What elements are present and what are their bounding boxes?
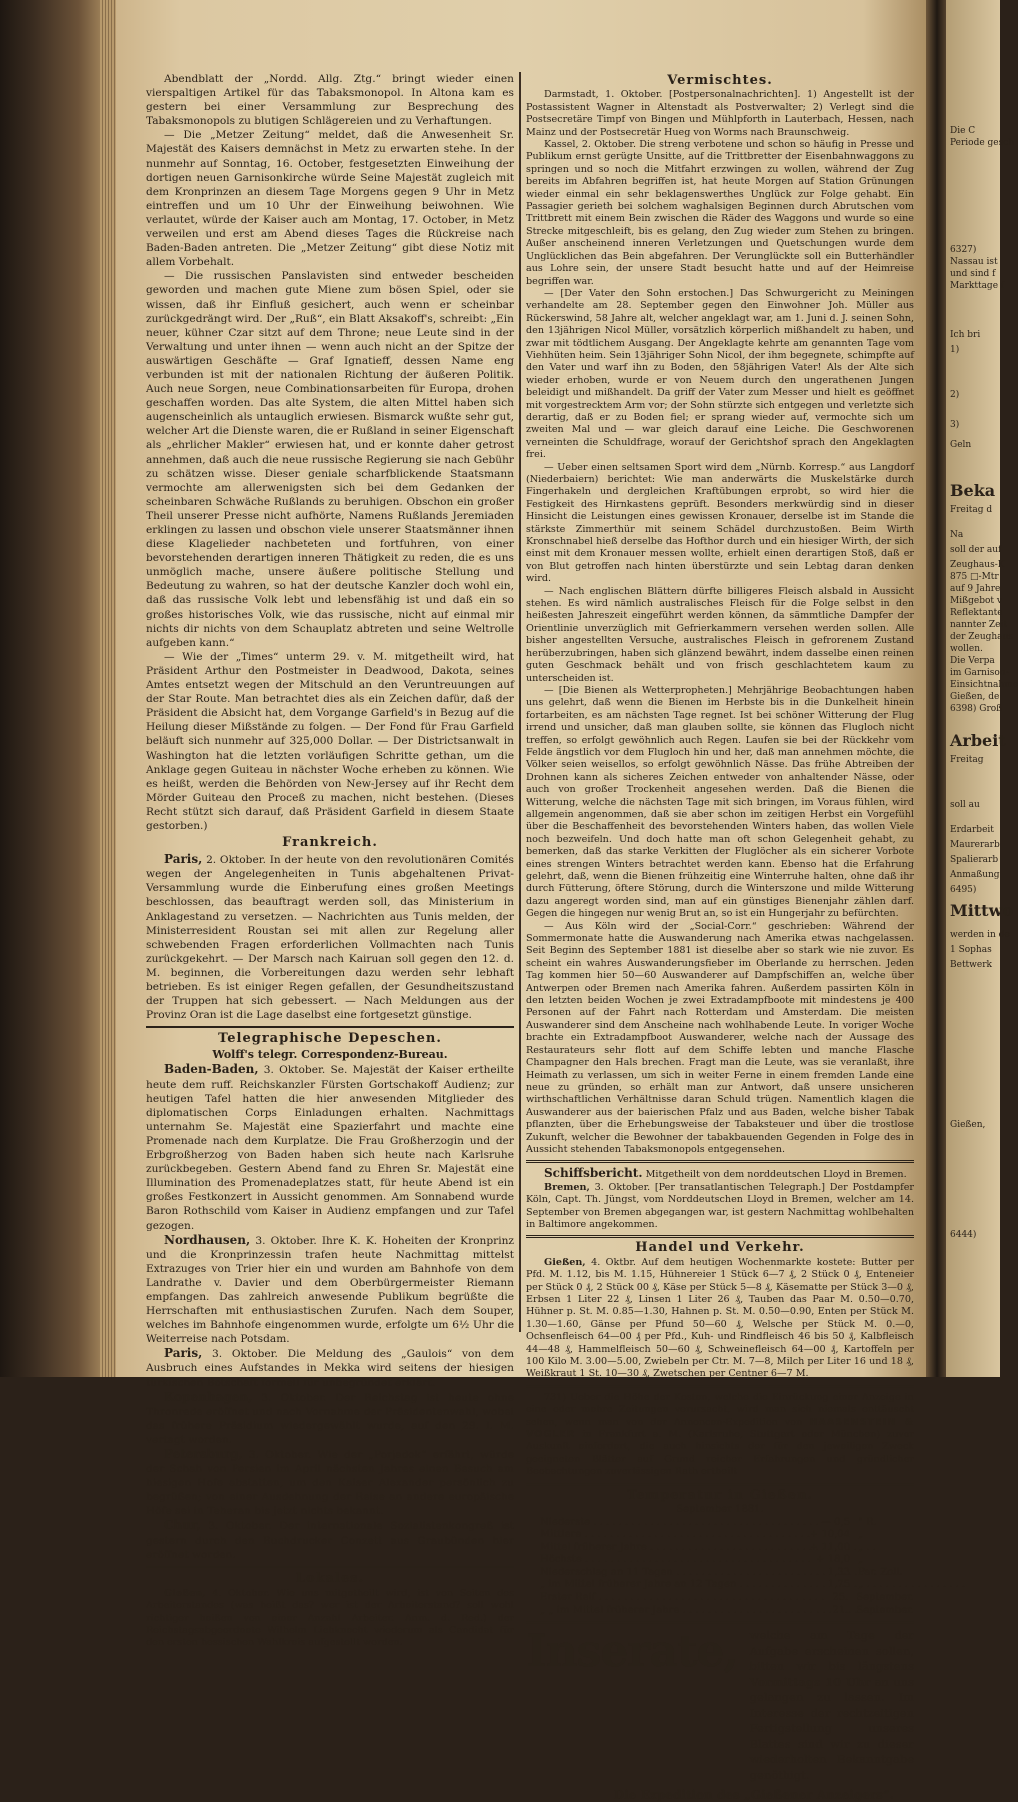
temperature-table (540, 1517, 914, 1618)
telegram-place: Kopenhagen, (164, 1389, 253, 1404)
temperature-value: 21. (832, 1604, 849, 1616)
next-page-fragment: Freitag d (950, 505, 993, 515)
telegram-text: 3. Oktober. Wie der „Porjadok“ erfährt, würde der Schah von Persien im April nächsten Jahres einen Besuch am hiesigen Hofe abstatten, um den Kaiser Alexander persönlich zu begrüßen; von einer Ausdehnung der Reise an andere europäische Höfe sei in Teheran bis jetzt nichts bekannt. (146, 1449, 515, 1518)
misc-paragraph: Kassel, 2. Oktober. Die streng verbotene und schon so häufig in Presse und Publikum ernst gerügte Unsitte, auf die Trittbretter der Eisenbahnwaggons zu springen und so noch die Mitfahrt erzwingen zu wollen, während der Zug bereits im Abfahren begriffen ist, hat heute Morgen auf Station Grünungen wieder einmal ein sehr beklagenswerthes Unglück zur Folge gehabt. Ein Passagier gerieth bei solchem waghalsigen Beginnen durch Abrutschen vom Trittbrett mit einem Bein zwischen die Räder des Waggons und wurde so eine Strecke mitgeschleift, bis es gelang, den Zug wieder zum Stehen zu bringen. Außer anscheinend inneren Verletzungen und Quetschungen wurde dem Unglücklichen das Bein abgefahren. Der Verunglückte soll ein Butterhändler aus Lohre sein, der unsere Stadt besucht hatte und auf der Heimreise begriffen war. (526, 139, 914, 287)
ship-report: Schiffsbericht. Mitgetheilt von dem norddeutschen Lloyd in Bremen. (544, 1166, 907, 1181)
temperature-unit: „ (858, 1554, 864, 1566)
telegram-item (146, 1447, 514, 1518)
next-page-fragment: 2) (950, 390, 960, 400)
telegram-place: Chur, (164, 1518, 201, 1533)
telegram-item (146, 1062, 514, 1232)
temperature-row (540, 1605, 914, 1618)
temperature-value: + 10,04 (809, 1529, 850, 1541)
next-page-fragment: nannter Zeit (950, 620, 1007, 630)
telegram-item (146, 1233, 514, 1347)
left-column (146, 72, 514, 1650)
temperature-row (540, 1517, 914, 1530)
temperature-label: Höchste . . . (540, 1554, 795, 1567)
telegram-place: Baden-Baden, (164, 1062, 259, 1077)
next-page-fragment: 6495) (950, 885, 977, 895)
next-page-fragment: Arbeit (950, 731, 1006, 750)
next-page-fragment: Mittwo (950, 901, 1014, 920)
next-page-fragment: Periode gesch (950, 138, 1015, 148)
temperature-row (540, 1579, 914, 1592)
article-paris: Paris, 2. Oktober. In der heute von den revolutionären Comités wegen der Angelegenheiten in Tunis abgehaltenen Privat-Versammlung wurde die Einberufung eines großen Meetings beschlossen, das beauftragt werden soll, das Ministerium in Anklagestand zu versetzen. — Nachrichten aus Tunis melden, der Ministerresident Roustan sei mit allen zur Regelung aller schwebenden Fragen erforderlichen Vollmachten nach Tunis zurückgekehrt. — Der Marsch nach Kairuan soll gegen den 12. d. M. beginnen, die Vorbereitungen dazu werden sehr lebhaft betrieben. Es ist einiger Regen gefallen, der Gesundheitszustand der Truppen hat sich gebessert. — Nach Meldungen aus der Provinz Oran ist die Lage daselbst eine fortgesetzt günstige. (146, 852, 514, 1022)
column-divider (519, 72, 521, 1332)
telegrams-subheading: Wolff's telegr. Correspondenz-Bureau. (212, 1048, 448, 1062)
trade-heading: Handel und Verkehr. (635, 1240, 805, 1256)
next-page-fragment: Die C (950, 126, 976, 136)
telegram-place: Petersburg, (164, 1447, 243, 1461)
misc-heading: Vermischtes. (667, 73, 773, 88)
temperature-unit: „ (858, 1579, 864, 1591)
temperature-label: „ „ im Mittel früherer Jahre . . . (540, 1605, 795, 1618)
temperature-row (540, 1592, 914, 1605)
temperature-unit: September. (856, 1592, 914, 1604)
temperature-row (540, 1554, 914, 1567)
telegram-item (146, 1518, 514, 1561)
misc-paragraph: — [Der Vater den Sohn erstochen.] Das Schwurgericht zu Meiningen verhandelte am 28. September gegen den Einwohner Joh. Müller aus Rückerswind, 58 Jahre alt, welcher angeklagt war, am 1. Juni d. J. seinen Sohn, den 13jährigen Nicol Müller, vorsätzlich körperlich mißhandelt zu haben, und zwar mit tödtlichem Ausgang. Der Angeklagte kehrte am genannten Tage vom Viehhüten heim. Sein 13jähriger Sohn Nicol, der ihm begegnete, schimpfte auf den Vater und warf ihn zu Boden, den 58jährigen Vater! Als der Alte sich wieder erhoben, wurde er von Neuem durch den ungerathenen Jungen beleidigt und mißhandelt. Da griff der Vater zum Messer und hielt es geöffnet mit vorgestrecktem Arm vor; der Sohn stürzte sich entgegen und verletzte sich derartig, daß er zu Boden fiel; er sprang wieder auf, vermochte sich um zweiten Mal und — war gleich darauf eine Leiche. Die Geschworenen verneinten die Schuldfrage, worauf der Gerichtshof sprach den Angeklagten frei. (526, 287, 914, 461)
next-page-fragment: Reflektante (950, 608, 1003, 618)
telegram-text: 3. Oktober. Der Reichstag ist heute ohne Thronrede eröffnet und nach Vornahme der Präsidentenwahl, wobei das frühere Präsidium wiedergewählt wurde, auf den 29. l. M. vertagt worden. (146, 1391, 514, 1446)
next-page-fragment: Zeughaus-K (950, 560, 1005, 570)
book-gutter (926, 0, 948, 1377)
market-prices: Gießen, 4. Oktbr. Auf dem heutigen Wochenmarkte kostete: Butter per Pfd. M. 1.12, bis M. 1.15, Hühnereier 1 Stück 6—7 ₰, 2 Stück 0 ₰, Enteneier per Stück 0 ₰, 2 Stück 00 ₰, Käse per Stück 5—8 ₰, Käsematte per Stück 3—0 ₰, Erbsen 1 Liter 22 ₰, Linsen 1 Liter 26 ₰, Tauben das Paar M. 0.50—0.70, Hühner p. St. M. 0.85—1.30, Hahnen p. St. M. 0.50—0.90, Enten per Stück M. 1.30—1.60, Gänse per Pfund 50—60 ₰, Welsche per Stück M. 0.—0, Ochsenfleisch 64—00 ₰ per Pfd., Kuh- und Rindfleisch 46 bis 50 ₰, Kalbfleisch 44—48 ₰, Hammelfleisch 50—60 ₰, Schweinefleisch 64—00 ₰, Kartoffeln per 100 Kilo M. 3.00—5.00, Zwiebeln per Ctr. M. 7—8, Milch per Liter 16 und 18 ₰, Weißkraut 1 St. 10—30 ₰, Zwetschen per Centner 6—7 M. (526, 1256, 914, 1380)
next-page-fragment: wollen. (950, 644, 983, 654)
article-paragraph: — Wie der „Times“ unterm 29. v. M. mitgetheilt wird, hat Präsident Arthur den Postmeister in Deadwood, Dakota, seines Amtes entsetzt wegen der Mitschuld an den Veruntreuungen auf der Star Route. Man betrachtet dies als ein Zeichen dafür, daß der Präsident die Absicht hat, dem Vorgange Garfield's in Bezug auf die Heilung dieser Mißstände zu folgen. — Der Fond für Frau Garfield beläuft sich nunmehr auf 325,000 Dollar. — Der Districtsanwalt in Washington hat die letzten vorläufigen Schritte gethan, um die Anklage gegen Guiteau in nächster Woche erheben zu können. Wie es heißt, werden die Behörden von New-Jersey auf ihr Recht dem Mörder Guiteau den Proceß zu machen, nicht bestehen. (Dieses Recht stützt sich darauf, daß Präsident Garfield in diesem Staate gestorben.) (146, 650, 514, 832)
next-page-fragment: soll der auf (950, 545, 1002, 555)
temperature-unit: September. (856, 1604, 914, 1616)
next-page-fragment: werden in de (950, 930, 1010, 940)
next-page-fragment: Geln (950, 440, 972, 450)
temperature-unit: „ (858, 1541, 864, 1553)
next-page-fragment: Bettwerk (950, 960, 992, 970)
france-heading: Frankreich. (282, 835, 378, 851)
temperature-unit: „ (858, 1529, 864, 1541)
temperature-value: — 0,5 (820, 1516, 850, 1528)
next-page-fragment: 1 Sophas (950, 945, 992, 955)
temperature-value: + 11,00 (809, 1541, 850, 1553)
temperature-row (540, 1542, 914, 1555)
telegram-text: 3. Oktober. Die Meldung des „Gaulois“ von dem Ausbruch eines Aufstandes in Mekka wird seitens der hiesigen türkischen Botschaft formell für unbegründet erklärt. (146, 1348, 514, 1389)
next-page-fragment: Gießen, (950, 1120, 986, 1130)
next-page-fragment: Einsichtnahme (950, 680, 1018, 690)
next-page-fragment: Freitag (950, 755, 984, 765)
misc-paragraph: — Ueber einen seltsamen Sport wird dem „Nürnb. Korresp.“ aus Langdorf (Niederbaiern) berichtet: Wie man anderwärts die Muskelstärke durch Fingerhakeln und dergleichen Kraftübungen erprobt, so wird hier die Festigkeit des Hirnkastens geprüft. Besonders merkwürdig sind in dieser Hinsicht die Leistungen eines gewissen Kronauer, derselbe ist im Stande die stärkste Zimmerthür mit seinem Schädel durchzustoßen. Beim Wirth Kronschnabel hieß derselbe das Hofthor durch und ein hiesiger Wirth, der sich einst mit dem Kronauer messen wollte, erhielt einen derartigen Stoß, daß er von Blut getroffen nach hinten überstürzte und sein Lebtag daran denken wird. (526, 461, 914, 585)
next-page-fragment: Gießen, de (950, 692, 1000, 702)
next-page-fragment: und sind f (950, 269, 996, 279)
book-spine (0, 0, 112, 1377)
next-page-fragment: 6398) Groß (950, 704, 1003, 714)
temperature-unit: Par. Zoll. (858, 1566, 903, 1578)
misc-paragraph: — Aus Köln wird der „Social-Corr.“ geschrieben: Während der Sommermonate hatte die Auswanderung nach Amerika etwas nachgelassen. Seit Beginn des September 1881 ist dieselbe aber so stark wie nie zuvor. Es scheint ein wahres Auswanderungsfieber im Oberlande zu herrschen. Jeden Tag kommen hier 50—60 Auswanderer auf Dampfschiffen an, welche über Antwerpen oder Bremen nach Amerika fahren. Außerdem passirten Köln in den letzten beiden Wochen je zwei Extradampfboote mit mindestens je 400 Personen auf der Fahrt nach Rotterdam und Amsterdam. Die meisten Auswanderer sind dem Anscheine nach wohlhabende Leute. In voriger Woche brachte ein Extradampfboot Auswanderer, welche nach der Aussage des Restaurateurs sehr flott auf dem Schiffe lebten und manche Flasche Champagner den Hals brechen. Fragt man die Leute, was sie veranlaßt, ihre Heimath zu verlassen, um sich in weiter Ferne in einem fremden Lande eine neue zu gründen, so erhält man zur Antwort, daß unsere unsicheren wirthschaftlichen Verhältnisse daran Schuld trügen. Namentlich klagen die Auswanderer aus der baierischen Pfalz und aus Baden, welche bisher Tabak pflanzten, über die Erhebungsweise der Tabaksteuer und über die trostlose Zukunft, welcher die Bewohner der tabakbauenden Gegenden in Folge des in Aussicht stehenden Tabaksmonopols entgegensehen. (526, 920, 914, 1155)
temperature-value: 25. (832, 1592, 849, 1604)
telegram-place: Nordhausen, (164, 1232, 251, 1247)
next-page-fragment: Mißgebot v (950, 596, 1002, 606)
inserate-notice: Inserate, welche am Tage der Aufgabe erscheinen sollen, bitten wir bis längstens Vormittags 10 Uhr an uns gelangen zu lassen. Im Interesse der rechtzeitigen Fertigstellung unseres Blattes sind wir zu dieser wiederholten Bekanntgabe genöthigt. Die Expedition des „Gießener Anzeigers“. (526, 1626, 914, 1802)
advert-haasenstein: 731) Ueber die Höhe der Kosten, welche die Einrückung einer Anzeige in eine oder mehre Zeitungen verursacht, wird man sich niemals enttäuscht sehen, wenn man von der Annoncen-Expedition von HAASENSTEIN & VOGLER in Frankfurt a. M. (Karlsruhe, Stuttgart oder München) zuvor Auskunft einfordert, die auch hinsichts der für den jeweiligen Zweck geeigneten Blätter auf Grund reicher Erfahrungen und gründlicher Beobachtungen zuverlässigen Rath ertheilt (526, 1391, 914, 1478)
next-page-fragment: 1) (950, 345, 960, 355)
telegram-item (146, 1346, 514, 1389)
misc-paragraph: Darmstadt, 1. Oktober. [Postpersonalnachrichten]. 1) Angestellt ist der Postassistent Wagner in Altenstadt als Postverwalter; 2) Verlegt sind die Postsecretäre Timpf von Bingen und Mühlpforth in Lauterbach, Hessen, nach Mainz und der Postsecretär Hueg von Worms nach Braunschweig. (526, 89, 914, 138)
next-page-fragment: auf 9 Jahre (950, 584, 1001, 594)
next-page-fragment: Ich bri (950, 330, 981, 340)
inserate-title: Inserate, (526, 1626, 738, 1678)
next-page-fragment: Spalierarb (950, 855, 999, 865)
temperature-value: + 18,0 (816, 1554, 850, 1566)
next-page-fragment: im Garnison- (950, 668, 1009, 678)
next-page-fragment: Maurerarb (950, 840, 1000, 850)
right-column (526, 72, 914, 1802)
telegram-item (146, 1390, 514, 1447)
next-page-fragment: 3) (950, 420, 960, 430)
local-heading: Lokales. (295, 1570, 365, 1586)
article-giessen-local: Gießen, 4. Oktober. Wie uns mitgetheilt wird, ist von Seiten des Arbeiterstandes (was heißt das? wer ist der Arbeiterstand? soll wohl richtiger heißen von einer Anzahl Arbeiter. Anm. d. Red.) der Reichstagsabgeordnete Wilhelm Liebknecht wiederum als Candidat für den ersten hessischen Wahlkreis aufgestellt worden. (146, 1587, 514, 1649)
next-page-fragment: Nassau ist (950, 257, 998, 267)
temperature-unit: ° R. (858, 1516, 877, 1528)
temperature-row (540, 1529, 914, 1542)
next-page-fragment: Erdarbeit (950, 825, 994, 835)
temperature-value: 1,33 (827, 1566, 850, 1578)
telegram-text: 3. Oktober. Se. Majestät der Kaiser ertheilte heute dem ruff. Reichskanzler Fürsten Gortschakoff Audienz; zur heutigen Tafel hatten die hier anwesenden Mitglieder des diplomatischen Corps Einladungen erhalten. Nachmittags unternahm Se. Majestät eine Spazierfahrt und machte eine Promenade nach dem Kurplatze. Die Frau Großherzogin und der Erbgroßherzog von Baden haben sich heute nach Karlsruhe zurückbegeben. Gestern Abend fand zu Ehren Sr. Majestät eine Illumination des Promenadeplatzes statt, für heute Abend ist ein großes Festkonzert in Aussicht genommen. Am Sonnabend wurde Baron Rothschild vom Kaiser in Audienz empfangen und zur Tafel gezogen. (146, 1064, 514, 1232)
next-page-fragment: 6327) (950, 245, 977, 255)
temperature-label: Erster Reif . . . (540, 1592, 795, 1605)
next-page-fragment: Na (950, 530, 964, 540)
temperature-value: 1,75 (827, 1579, 850, 1591)
next-page-fragment: 875 □-Mtr (950, 572, 999, 582)
next-page-fragment: der Zeughaus (950, 632, 1013, 642)
temperature-label: „ im Mittel früherer Jahre an 12 Tagen . . . (540, 1579, 795, 1592)
temperature-subheading: September 1881. (676, 1504, 764, 1516)
next-page-fragment: Anmaßung (950, 870, 1000, 880)
telegram-text: 3. Oktober. Ihre K. K. Hoheiten der Kronprinz und die Kronprinzessin trafen heute Nachmittag mittelst Extrazuges von Trier hier ein und wurden am Bahnhofe von dem Landrathe v. Davier und dem Oberbürgermeister Riemann empfangen. Das zahlreich anwesende Publikum begrüßte die Herrschaften mit enthusiastischen Zurufen. Nach dem Souper, welches im Bahnhofe eingenommen wurde, erfolgte um 6½ Uhr die Weiterreise nach Potsdam. (146, 1234, 514, 1346)
article-paragraph: Abendblatt der „Nordd. Allg. Ztg.“ bringt wieder einen vierspaltigen Artikel für das Tabaksmonopol. In Altona kam es gestern bei einer Versammlung zur Besprechung des Tabaksmonopols zu blutigen Schlägereien und zu Verhaftungen. (146, 73, 514, 128)
temperature-row (540, 1567, 914, 1580)
telegram-place: Paris, (164, 1346, 203, 1361)
next-page-fragment: Die Verpa (950, 656, 995, 666)
next-page-fragment: Markttage f (950, 281, 1005, 291)
next-page-strip (946, 0, 1018, 1377)
telegram-text: 3. Oktober. Der internationale Sozialistenkongreß ist gestern durch den Buchdrucker Conzett aus Graubünden hier eröffnet worden. (146, 1520, 514, 1561)
article-paragraph: — Die „Metzer Zeitung“ meldet, daß die Anwesenheit Sr. Majestät des Kaisers demnächst in Metz zu erwarten stehe. In der nunmehr auf Sonntag, 16. October, festgesetzten Einweihung der dortigen neuen Garnisonkirche würde Seine Majestät zugleich mit dem Kronprinzen an diesem Tage Morgens gegen 9 Uhr in Metz eintreffen und um 10 Uhr der Einweihung beiwohnen. Wie verlautet, würde der Kaiser auch am Montag, 17. October, in Metz verweilen und erst am Abend dieses Tages die Rückreise nach Baden-Baden antreten. Die „Metzer Zeitung“ gibt diese Notiz mit allem Vorbehalt. (146, 129, 514, 269)
temperature-label: Mittlere . . . (540, 1529, 795, 1542)
temperature-label: Niederschlag an 11 Tagen . . . (540, 1567, 795, 1580)
next-page-fragment: 6444) (950, 1230, 977, 1240)
temperature-label: Niederste . . . (540, 1517, 795, 1530)
temperature-heading: Temperatur in Gießen. (626, 1487, 814, 1503)
next-page-fragment: soll au (950, 800, 980, 810)
notice-signature: Die Expedition des „Gießener Anzeigers“. (613, 1788, 894, 1802)
misc-paragraph: — [Die Bienen als Wetterpropheten.] Mehrjährige Beobachtungen haben uns gelehrt, daß wenn die Bienen im Herbste bis in die Dunkelheit hinein fortarbeiten, es am nächsten Tage regnet. Ist bei schöner Witterung der Flug irrend und unsicher, daß man glauben sollte, sie können das Flugloch nicht treffen, so erfolgt gewöhnlich auch Regen. Laufen sie bei der Rückkehr vom Felde ängstlich vor dem Flugloch hin und her, daß man annehmen möchte, die Völker seien weisellos, so erfolgt gewöhnlich Nässe. Das frühe Abtreiben der Drohnen kann als sicheres Zeichen entweder von anhaltender Nässe, oder auch von großer Trockenheit angesehen werden. Daß die Bienen die Witterung, welche die nächsten Tage mit sich bringen, im Voraus fühlen, wird allgemein angenommen, daß sie aber schon im zeitigen Herbst ein Vorgefühl über die Beschaffenheit des bevorstehenden Winters haben, das wollen Viele noch bezweifeln. Und doch hatte man oft schon Gelegenheit gehabt, zu bemerken, daß das starke Verkitten der Fluglöcher als ein sicherer Vorbote eines strengen Winters betrachtet werden kann. Ebenso hat die Erfahrung gelehrt, daß, wenn die Bienen frühzeitig eine Winterruhe halten, ohne daß ihr durch Fütterung, öftere Störung, durch die Winterszone und milde Witterung dazu angeregt worden sind, man auf ein günstiges Bienenjahr zählen darf. Gegen die hingegen nur wenig Brut an, so ist ein Hungerjahr zu befürchten. (526, 684, 914, 920)
telegrams-heading: Telegraphische Depeschen. (218, 1031, 442, 1047)
next-page-fragment: Beka (950, 481, 996, 500)
article-paragraph: — Die russischen Panslavisten sind entweder bescheiden geworden und machen gute Miene zum bösen Spiel, oder sie wissen, daß ihr Einfluß gesichert, auch wenn er scheinbar zurückgedrängt wird. Der „Ruß“, ein Blatt Aksakoff's, schreibt: „Ein neuer, kühner Czar sitzt auf dem Throne; neue Leute sind in der Verwaltung und unter ihnen — wenn auch nicht an der Spitze der auswärtigen Geschäfte — Graf Ignatieff, dessen Name eng verbunden ist mit der nationalen Richtung der äußeren Politik. Auch neue Sorgen, neue Combinationsarbeiten für Europa, drohen geschaffen worden. Das alte System, die alten Mittel haben sich augenscheinlich als untauglich erwiesen. Bismarck wußte sehr gut, welcher Art die Dienste waren, die er Rußland in seiner Eigenschaft als „ehrlicher Makler“ erwiesen hat, und er konnte daher getrost annehmen, daß auch die neue russische Regierung sie nach Gebühr zu schätzen wisse. Dieser geniale scharfblickende Staatsmann vermochte am allerwenigsten sich bei dem Gedanken der scheinbaren Schwäche Rußlands zu beruhigen. Obschon ein großer Theil unserer Presse nicht aufhörte, Namens Rußlands Jeremiaden erklingen zu lassen und obschon viele unserer Staatsmänner ihnen diese Klagelieder nachbeteten und fortfuhren, von einer bevorstehenden derartigen inneren Thätigkeit zu reden, die es uns unmöglich mache, unsere äußere politische Stellung und Bedeutung zu wahren, so hat der deutsche Kanzler doch wohl ein, daß das russische Volk lebt und lebensfähig ist und daß ein so großes historisches Volk, wie das russische, nicht auf einmal mir nichts dir nichts von dem Schauplatz abtreten und seine Weltrolle aufgeben kann.“ (146, 270, 514, 649)
misc-paragraph: — Nach englischen Blättern dürfte billigeres Fleisch alsbald in Aussicht stehen. Es wird nämlich australisches Fleisch für die Folge selbst in den heißesten Jahreszeit eingeführt werden können, da sämmtliche Dampfer der Orientlinie unverzüglich mit Gefrierkammern versehen werden sollen. Alle bisher angestellten Versuche, australisches Fleisch in gefrorenem Zustand herüberzubringen, haben sich glänzend bewährt, indem dasselbe einen reinen guten Geschmack behält und von frisch geschlachtetem kaum zu unterscheiden ist. (526, 585, 914, 684)
ship-report-text: Bremen, 3. Oktober. [Per transatlantischen Telegraph.] Der Postdampfer Köln, Capt. Th. Jüngst, vom Norddeutschen Lloyd in Bremen, welcher am 14. September von Bremen abgegangen war, ist gestern Nachmittag wohlbehalten in Baltimore angekommen. (526, 1181, 914, 1230)
temperature-label: Mittel früherer Jahre . . . (540, 1542, 795, 1555)
